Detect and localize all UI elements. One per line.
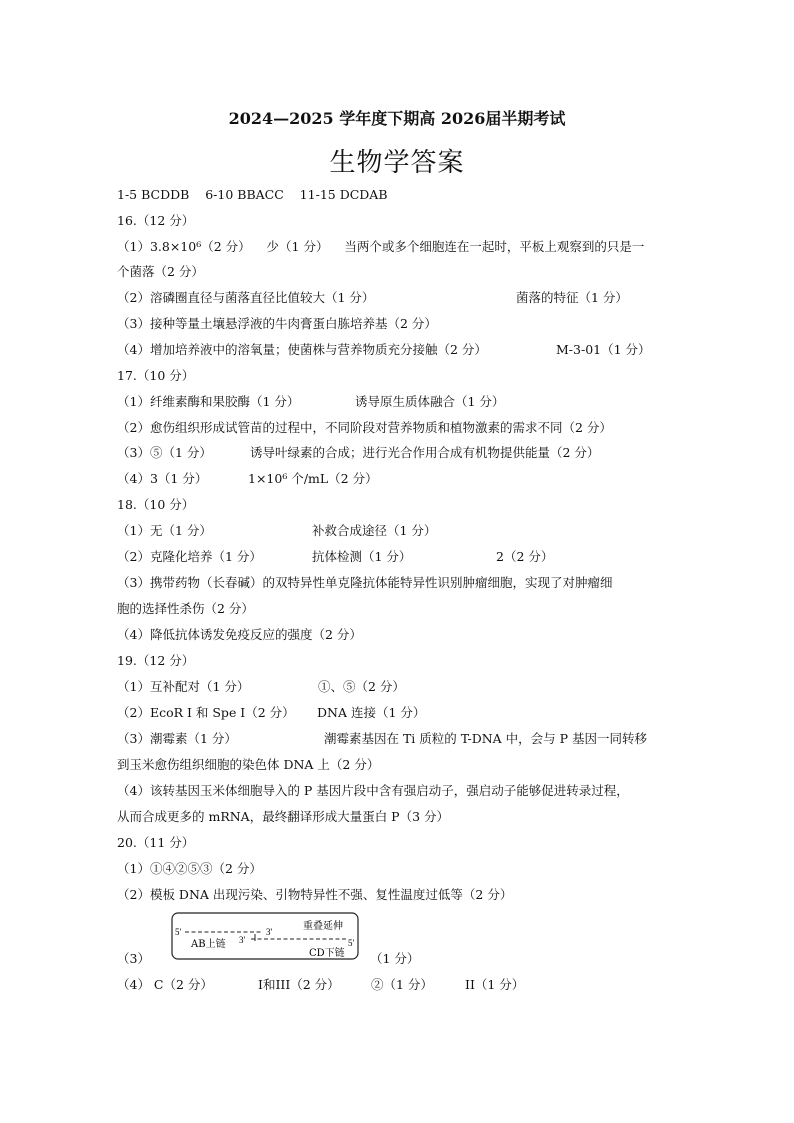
q16-heading: 16.（12 分） [117,213,195,228]
diagram-ab-label: AB上链 [191,939,226,950]
q18-line3b: 胞的选择性杀伤（2 分） [117,601,254,616]
diagram-five-prime-right: 5' [348,938,355,948]
q16-line1: （1）3.8×10⁶（2 分） 少（1 分） 当两个或多个细胞连在一起时，平板上观察到的只是一 [117,239,645,254]
q19-line2b: DNA 连接（1 分） [317,705,426,720]
q17-line3a: （3）⑤（1 分） [117,445,212,460]
q16-line1b: 个菌落（2 分） [117,264,204,279]
diagram-label-top: 重叠延伸 [303,921,343,932]
q17-line4b: 1×10⁶ 个/mL（2 分） [248,471,378,486]
q19-line2a: （2）EcoR I 和 Spe I（2 分） [117,705,295,720]
q18-line1b: 补救合成途径（1 分） [312,523,437,538]
q19-line3b: 潮霉素基因在 Ti 质粒的 T-DNA 中，会与 P 基因一同转移 [324,731,648,746]
q17-line1b: 诱导原生质体融合（1 分） [355,394,505,409]
q20-line3a: （3） [117,951,150,966]
q18-line4: （4）降低抗体诱发免疫反应的强度（2 分） [117,627,362,642]
q20-line4d: II（1 分） [465,977,525,992]
q18-line2c: 2（2 分） [496,549,554,564]
q18-line2b: 抗体检测（1 分） [312,549,412,564]
q17-heading: 17.（10 分） [117,368,195,383]
q17-line1a: （1）纤维素酶和果胶酶（1 分） [117,394,300,409]
q16-line4b: M-3-01（1 分） [556,342,651,357]
q20-line4b: I和III（2 分） [258,977,340,992]
q20-line3b: （1 分） [370,951,420,966]
diagram-cd-label: CD下链 [309,948,345,959]
q18-line3: （3）携带药物（长春碱）的双特异性单克隆抗体能特异性识别肿瘤细胞，实现了对肿瘤细 [117,575,613,590]
diagram-three-prime-mid2: 3' [239,935,246,945]
q18-heading: 18.（10 分） [117,497,195,512]
q16-line3: （3）接种等量土壤悬浮液的牛肉膏蛋白胨培养基（2 分） [117,316,437,331]
q18-line2a: （2）克隆化培养（1 分） [117,549,262,564]
q17-line4a: （4）3（1 分） [117,471,208,486]
diagram-five-prime-left: 5' [175,927,182,937]
q17-line2: （2）愈伤组织形成试管苗的过程中，不同阶段对营养物质和植物激素的需求不同（2 分） [117,420,612,435]
q19-line3c: 到玉米愈伤组织细胞的染色体 DNA 上（2 分） [117,757,380,772]
q16-line4a: （4）增加培养液中的溶氧量；使菌株与营养物质充分接触（2 分） [117,342,487,357]
q19-line4: （4）该转基因玉米体细胞导入的 P 基因片段中含有强启动子，强启动子能够促进转录过程， [117,783,629,798]
q20-heading: 20.（11 分） [117,835,195,850]
q18-line1a: （1）无（1 分） [117,523,212,538]
q20-line4c: ②（1 分） [371,977,433,992]
q16-line2b: 菌落的特征（1 分） [516,290,628,305]
q19-line3a: （3）潮霉素（1 分） [117,731,237,746]
q20-line1: （1）①④②⑤③（2 分） [117,861,262,876]
mc-answers: 1-5 BCDDB 6-10 BBACC 11-15 DCDAB [117,187,388,202]
q17-line3b: 诱导叶绿素的合成；进行光合作用合成有机物提供能量（2 分） [250,445,600,460]
q20-line2: （2）模板 DNA 出现污染、引物特异性不强、复性温度过低等（2 分） [117,887,513,902]
page-title: 2024—2025 学年度下期高 2026届半期考试 [228,109,566,128]
q16-line2a: （2）溶磷圈直径与菌落直径比值较大（1 分） [117,290,375,305]
page-subtitle: 生物学答案 [329,148,465,178]
q19-line4b: 从而合成更多的 mRNA，最终翻译形成大量蛋白 P（3 分） [117,809,450,824]
q19-line1a: （1）互补配对（1 分） [117,679,250,694]
overlap-extension-diagram [171,912,359,960]
q19-line1b: ①、⑤（2 分） [318,679,405,694]
diagram-three-prime-mid1: 3' [266,927,273,937]
q20-line4a: （4） C（2 分） [117,977,213,992]
q19-heading: 19.（12 分） [117,653,195,668]
